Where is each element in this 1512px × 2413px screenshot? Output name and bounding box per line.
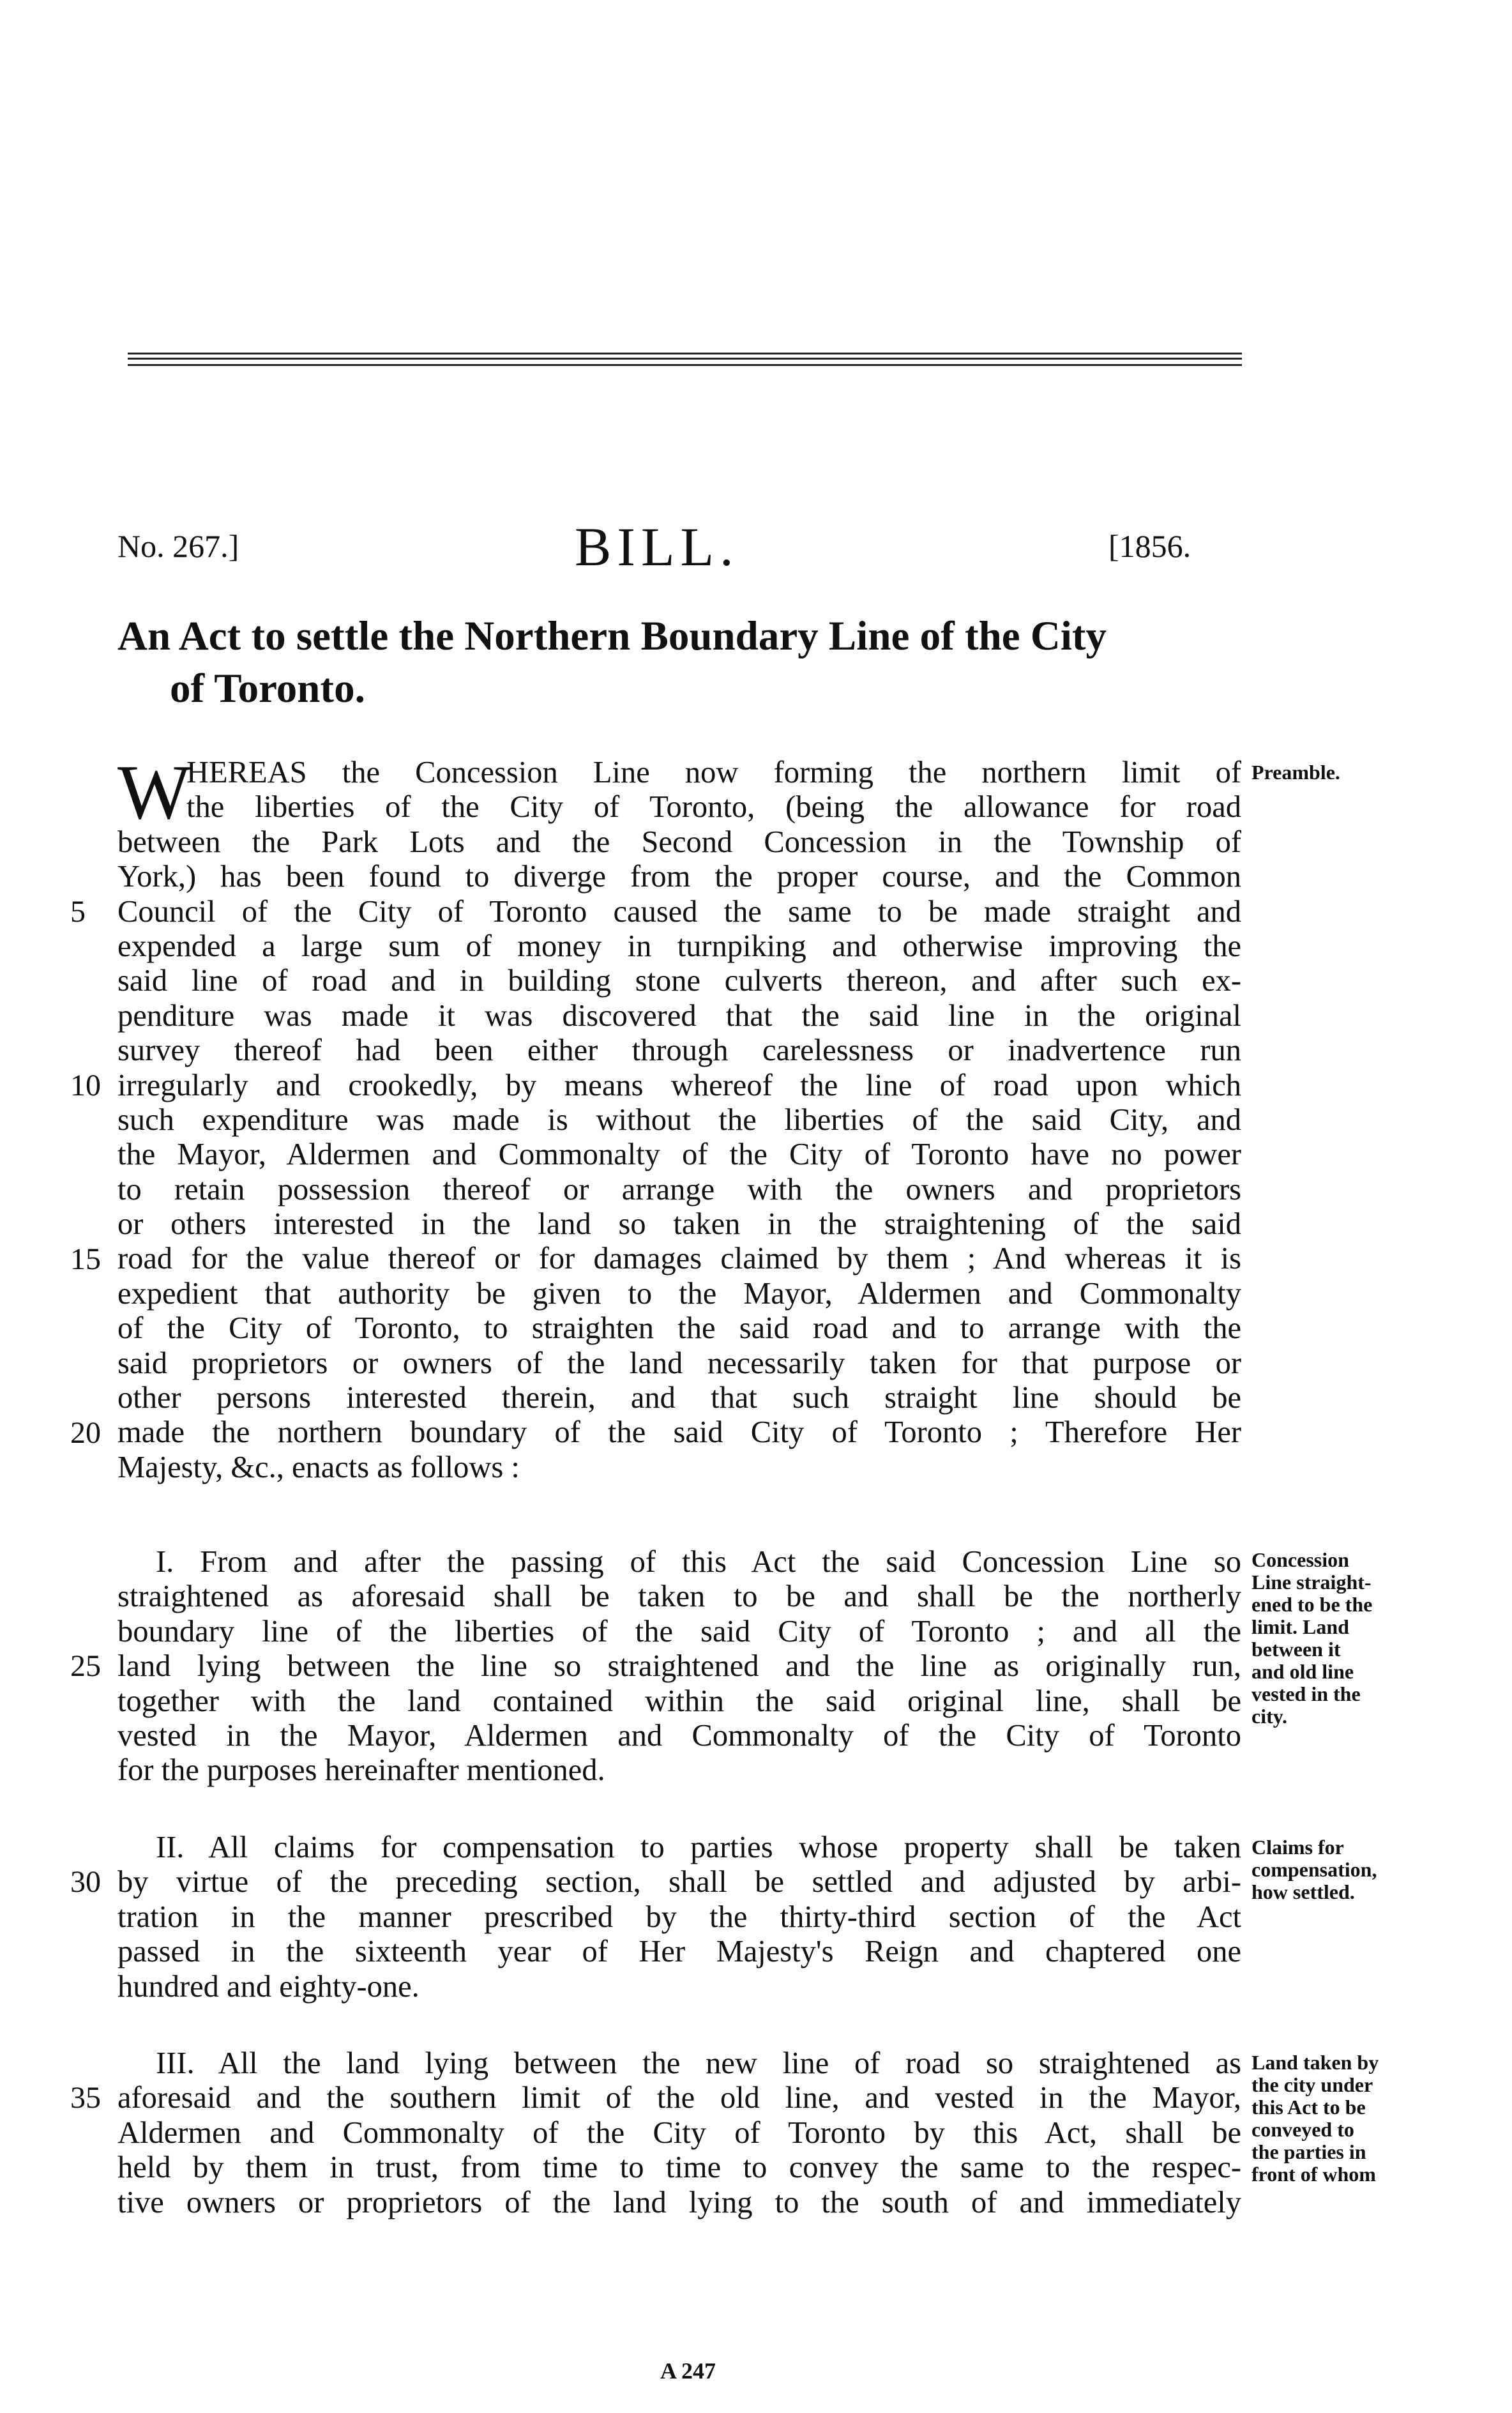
top-rule-2 bbox=[128, 358, 1242, 360]
text-line: aforesaid and the southern limit of the old line, and vested in the Mayor, bbox=[117, 2081, 1241, 2115]
top-rule-1 bbox=[128, 353, 1242, 354]
section-3-text bbox=[117, 2046, 1241, 2220]
text-line: for the purposes hereinafter mentioned. bbox=[117, 1753, 605, 1788]
text-line: vested in the Mayor, Aldermen and Commonalty of the City of Toronto bbox=[117, 1718, 1241, 1753]
margin-note-line: Land taken by bbox=[1251, 2051, 1379, 2074]
margin-note-line: how settled. bbox=[1251, 1880, 1355, 1903]
margin-note-line: Line straight- bbox=[1251, 1571, 1372, 1594]
margin-note-preamble: Preamble. bbox=[1251, 761, 1340, 784]
text-line: or others interested in the land so taken in the straightening of the said bbox=[117, 1207, 1241, 1242]
bill-number: No. 267.] bbox=[117, 528, 239, 564]
margin-note-line: the parties in bbox=[1251, 2140, 1366, 2163]
margin-note-line: ened to be the bbox=[1251, 1593, 1373, 1616]
bill-heading: BILL. bbox=[575, 516, 739, 577]
text-line: York,) has been found to diverge from the proper course, and the Common bbox=[117, 860, 1241, 894]
line-number: 35 bbox=[70, 2081, 101, 2115]
margin-note-line: vested in the bbox=[1251, 1682, 1361, 1705]
margin-note-section-3 bbox=[1251, 2051, 1418, 2186]
text-line: I. From and after the passing of this Act the said Concession Line so bbox=[156, 1545, 1241, 1579]
margin-note-line: conveyed to bbox=[1251, 2118, 1354, 2141]
section-1-text bbox=[117, 1545, 1241, 1788]
text-line: irregularly and crookedly, by means whereof the line of road upon which bbox=[117, 1068, 1241, 1102]
margin-note-line: between it bbox=[1251, 1638, 1341, 1661]
margin-note-section-1 bbox=[1251, 1549, 1418, 1728]
text-line: the Mayor, Aldermen and Commonalty of the City of Toronto have no power bbox=[117, 1138, 1241, 1172]
act-title bbox=[117, 610, 1260, 715]
text-line: made the northern boundary of the said City of Toronto ; Therefore Her bbox=[117, 1415, 1241, 1450]
text-line: tration in the manner prescribed by the thirty-third section of the Act bbox=[117, 1899, 1241, 1934]
text-line: said line of road and in building stone culverts thereon, and after such ex- bbox=[117, 964, 1241, 998]
text-line: HEREAS the Concession Line now forming the northern limit of bbox=[186, 756, 1241, 789]
signature-mark: A 247 bbox=[660, 2358, 716, 2384]
text-line: boundary line of the liberties of the said City of Toronto ; and all the bbox=[117, 1614, 1241, 1648]
text-line: passed in the sixteenth year of Her Majesty's Reign and chaptered one bbox=[117, 1935, 1241, 1969]
line-number: 10 bbox=[70, 1068, 101, 1102]
text-line: straightened as aforesaid shall be taken to be and shall be the northerly bbox=[117, 1579, 1241, 1614]
section-2-text bbox=[117, 1831, 1241, 2004]
text-line: land lying between the line so straightened and the line as originally run, bbox=[117, 1649, 1241, 1684]
text-line: III. All the land lying between the new line of road so straightened as bbox=[156, 2046, 1241, 2080]
text-line: hundred and eighty-one. bbox=[117, 1969, 420, 2004]
margin-note-line: limit. Land bbox=[1251, 1615, 1349, 1638]
drop-cap: W bbox=[117, 749, 192, 835]
act-title-line-2: of Toronto. bbox=[170, 666, 365, 712]
bill-year: [1856. bbox=[1108, 528, 1191, 564]
text-line: held by them in trust, from time to time to convey the same to the respec- bbox=[117, 2150, 1241, 2185]
margin-note-line: and old line bbox=[1251, 1660, 1354, 1683]
margin-note-section-2 bbox=[1251, 1836, 1418, 1903]
line-number: 30 bbox=[70, 1865, 101, 1899]
margin-note-line: city. bbox=[1251, 1705, 1287, 1728]
text-line: Council of the City of Toronto caused the same to be made straight and bbox=[117, 894, 1241, 929]
text-line: the liberties of the City of Toronto, (being the allowance for road bbox=[186, 790, 1241, 825]
margin-note-line: Claims for bbox=[1251, 1836, 1344, 1859]
act-title-line-1: An Act to settle the Northern Boundary Line of the City bbox=[117, 613, 1107, 659]
text-line: Aldermen and Commonalty of the City of Toronto by this Act, shall be bbox=[117, 2115, 1241, 2150]
margin-note-line: the city under bbox=[1251, 2073, 1373, 2096]
text-line: Majesty, &c., enacts as follows : bbox=[117, 1450, 520, 1484]
text-line: between the Park Lots and the Second Concession in the Township of bbox=[117, 825, 1241, 859]
text-line: by virtue of the preceding section, shall be settled and adjusted by arbi- bbox=[117, 1865, 1241, 1899]
margin-note-line: this Act to be bbox=[1251, 2096, 1366, 2119]
text-line: survey thereof had been either through carelessness or inadvertence run bbox=[117, 1033, 1241, 1068]
line-number: 15 bbox=[70, 1242, 101, 1276]
text-line: said proprietors or owners of the land necessarily taken for that purpose or bbox=[117, 1346, 1241, 1380]
text-line: together with the land contained within the said original line, shall be bbox=[117, 1684, 1241, 1718]
text-line: penditure was made it was discovered that the said line in the original bbox=[117, 998, 1241, 1033]
top-rule-3 bbox=[128, 364, 1242, 366]
line-number: 20 bbox=[70, 1415, 101, 1450]
margin-note-line: compensation, bbox=[1251, 1858, 1377, 1881]
text-line: of the City of Toronto, to straighten the said road and to arrange with the bbox=[117, 1311, 1241, 1346]
text-line: expended a large sum of money in turnpiking and otherwise improving the bbox=[117, 929, 1241, 963]
margin-note-line: Concession bbox=[1251, 1548, 1349, 1571]
text-line: II. All claims for compensation to parties whose property shall be taken bbox=[156, 1831, 1241, 1864]
preamble-text bbox=[117, 749, 1241, 1485]
text-line: road for the value thereof or for damages claimed by them ; And whereas it is bbox=[117, 1242, 1241, 1276]
line-number: 5 bbox=[70, 894, 86, 929]
text-line: to retain possession thereof or arrange with the owners and proprietors bbox=[117, 1172, 1241, 1206]
text-line: other persons interested therein, and that such straight line should be bbox=[117, 1381, 1241, 1415]
margin-note-line: front of whom bbox=[1251, 2163, 1376, 2186]
text-line: such expenditure was made is without the liberties of the said City, and bbox=[117, 1102, 1241, 1137]
text-line: tive owners or proprietors of the land lying to the south of and immediately bbox=[117, 2185, 1241, 2219]
text-line: expedient that authority be given to the Mayor, Aldermen and Commonalty bbox=[117, 1276, 1241, 1311]
line-number: 25 bbox=[70, 1649, 101, 1684]
